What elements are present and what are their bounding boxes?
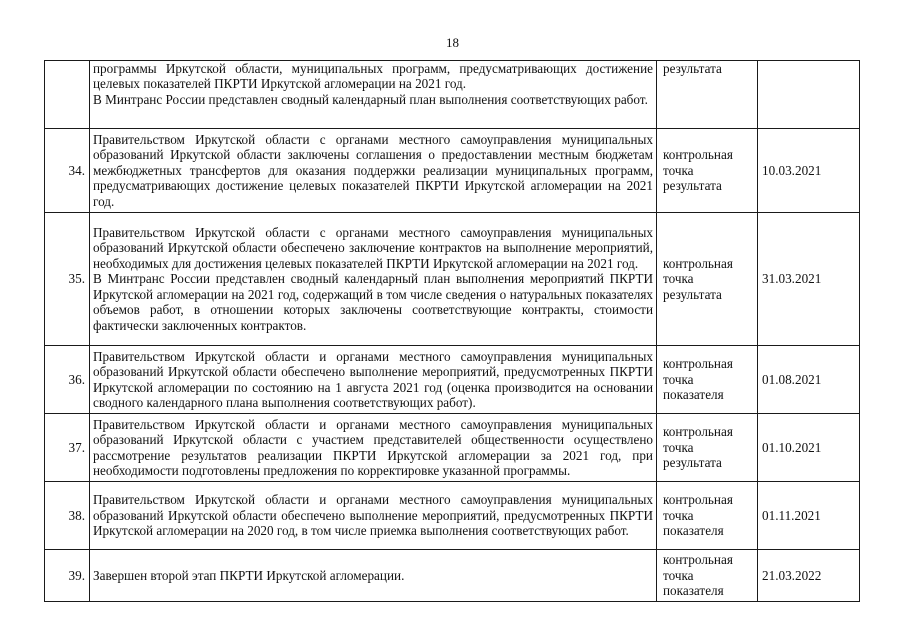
row-number: 35. [45,213,90,346]
row-paragraph: Правительством Иркутской области с органами местного самоуправления муниципальных образований Иркутской области заключены соглашения о предоставлении местным бюджетам межбюджетных трансфертов для оказания поддержки реализации муниципальных программ, предусматривающих достижение целевых показателей ПКРТИ Иркутской агломерации на 2021 год. [93,131,653,209]
row-paragraph: В Минтранс России представлен сводный календарный план выполнения соответствующих работ. [93,91,648,107]
row-paragraph: В Минтранс России представлен сводный календарный план выполнения мероприятий ПКРТИ Иркутской агломерации на 2021 год, содержащий в том числе сведения о натуральных показателях объемов работ, в отношении которых заключены соответствующие контракты, стоимости фактически заключенных контрактов. [93,271,653,333]
row-description [90,129,657,213]
row-type: контрольная точка показателя [657,482,758,550]
row-type: контрольная точка показателя [657,346,758,414]
page-number: 18 [446,35,459,50]
row-date: 31.03.2021 [758,213,860,346]
row-paragraph: Завершен второй этап ПКРТИ Иркутской агломерации. [93,567,405,583]
table-row [45,61,860,129]
row-paragraph: Правительством Иркутской области и органами местного самоуправления муниципальных образований Иркутской области обеспечено выполнение мероприятий, предусмотренных ПКРТИ Иркутской агломерации на 2020 год, в том числе приемка выполнения соответствующих работ. [93,492,653,539]
row-date [758,61,860,129]
row-paragraph: программы Иркутской области, муниципальных программ, предусматривающих достижение целевых показателей ПКРТИ Иркутской агломерации на 2021 год. [93,61,653,92]
row-date: 01.08.2021 [758,346,860,414]
row-type: контрольная точка результата [657,213,758,346]
row-description [90,482,657,550]
row-description [90,61,657,129]
row-number: 34. [45,129,90,213]
row-paragraph: Правительством Иркутской области и органами местного самоуправления муниципальных образований Иркутской области обеспечено выполнение мероприятий, предусмотренных ПКРТИ Иркутской агломерации по состоянию на 1 августа 2021 год (оценка производится на основании сводного календарного плана выполнения соответствующих работ). [93,348,653,410]
row-number: 36. [45,346,90,414]
row-number: 39. [45,550,90,602]
table-row [45,482,860,550]
row-number: 38. [45,482,90,550]
schedule-table [44,60,860,602]
row-paragraph: Правительством Иркутской области с органами местного самоуправления муниципальных образований Иркутской области обеспечено заключение контрактов на выполнение мероприятий, необходимых для достижения целевых показателей ПКРТИ Иркутской агломерации на 2021 год. [93,225,653,271]
table-row [45,346,860,414]
table-row [45,129,860,213]
table-row [45,550,860,602]
row-type: результата [657,61,758,129]
row-description [90,550,657,602]
row-date: 01.10.2021 [758,414,860,482]
row-description [90,414,657,482]
row-type: контрольная точка результата [657,129,758,213]
row-paragraph: Правительством Иркутской области и органами местного самоуправления муниципальных образований Иркутской области с участием представителей общественности осуществлено рассмотрение результатов реализации ПКРТИ Иркутской агломерации за 2021 год, при необходимости подготовлены предложения по корректировке указанной программы. [93,416,653,478]
row-number: 37. [45,414,90,482]
row-description [90,346,657,414]
row-number [45,61,90,129]
row-date: 21.03.2022 [758,550,860,602]
table-row [45,213,860,346]
row-type: контрольная точка результата [657,414,758,482]
row-description [90,213,657,346]
row-date: 01.11.2021 [758,482,860,550]
table-row [45,414,860,482]
row-date: 10.03.2021 [758,129,860,213]
row-type: контрольная точка показателя [657,550,758,602]
